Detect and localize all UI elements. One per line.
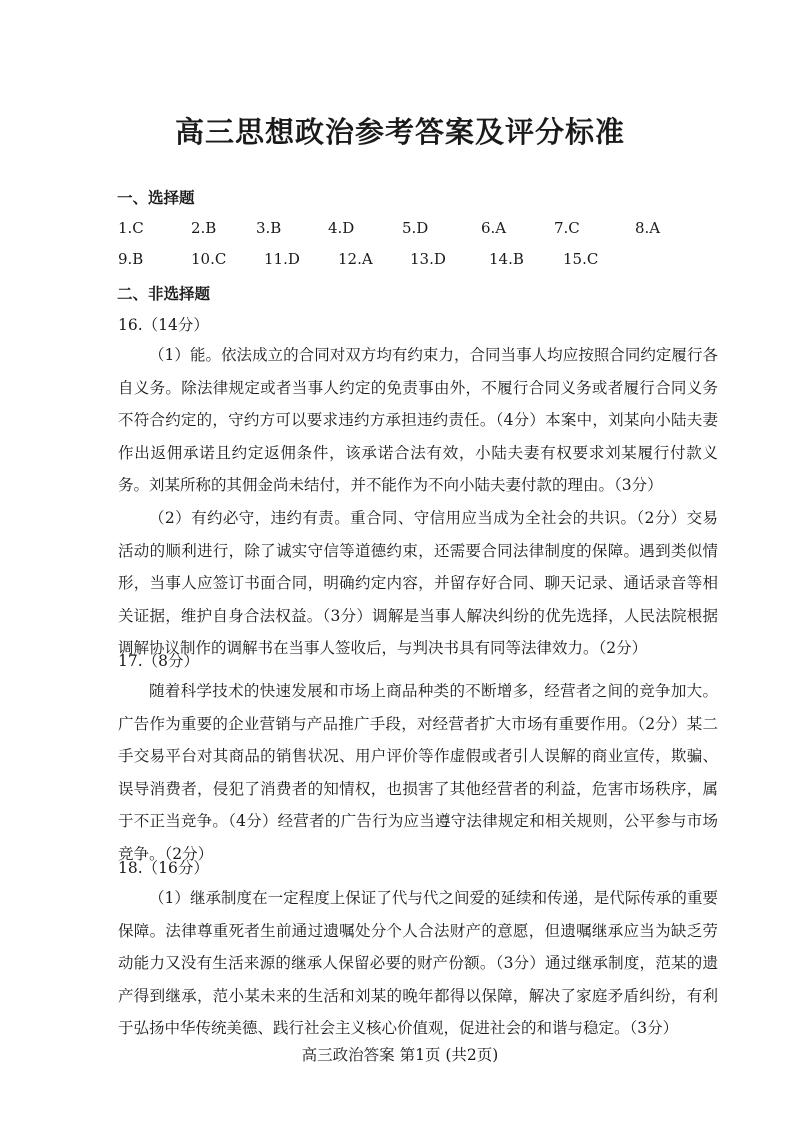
answer-item: 5.D — [402, 219, 429, 237]
question-17-answer: 随着科学技术的快速发展和市场上商品种类的不断增多，经营者之间的竞争加大。广告作为重要的企业营销与产品推广手段，对经营者扩大市场有重要作用。（2分）某二手交易平台对其商品的销售状况、用户评价等作虚假或者引人误解的商业宣传，欺骗、误导消费者，侵犯了消费者的知情权，也损害了其他经营者的利益，危害市场秩序，属于不正当竞争。（4分）经营者的广告行为应当遵守法律规定和相关规则，公平参与市场竞争。（2分） — [118, 682, 718, 863]
answer-item: 11.D — [264, 250, 300, 268]
section-heading-multiple-choice: 一、选择题 — [117, 188, 195, 207]
question-16-label: 16.（14分） — [118, 316, 209, 334]
question-18-label: 18.（16分） — [118, 859, 209, 877]
question-16-part-1: （1）能。依法成立的合同对双方均有约束力，合同当事人均应按照合同约定履行各自义务。除法律规定或者当事人约定的免责事由外，不履行合同义务或者履行合同义务不符合约定的，守约方可以要求违约方承担违约责任。（4分）本案中，刘某向小陆夫妻作出返佣承诺且约定返佣条件，该承诺合法有效，小陆夫妻有权要求刘某履行付款义务。刘某所称的其佣金尚未结付，并不能作为不向小陆夫妻付款的理由。（3分） — [118, 346, 718, 495]
section-heading-non-choice: 二、非选择题 — [117, 284, 211, 303]
answer-item: 8.A — [635, 219, 661, 237]
answer-item: 12.A — [338, 250, 373, 268]
answer-item: 3.B — [256, 219, 282, 237]
answer-item: 15.C — [563, 250, 599, 268]
answer-item: 10.C — [191, 250, 227, 268]
answer-item: 1.C — [118, 219, 144, 237]
question-16-part-2: （2）有约必守，违约有责。重合同、守信用应当成为全社会的共识。（2分）交易活动的顺利进行，除了诚实守信等道德约束，还需要合同法律制度的保障。遇到类似情形，当事人应签订书面合同，明确约定内容，并留存好合同、聊天记录、通话录音等相关证据，维护自身合法权益。（3分）调解是当事人解决纠纷的优先选择，人民法院根据调解协议制作的调解书在当事人签收后，与判决书具有同等法律效力。（2分） — [118, 509, 718, 658]
answer-item: 9.B — [118, 250, 144, 268]
question-17-label: 17.（8分） — [118, 652, 200, 670]
answer-item: 13.D — [410, 250, 446, 268]
answer-item: 6.A — [481, 219, 507, 237]
page-footer: 高三政治答案 第1页 (共2页) — [301, 1046, 499, 1064]
answer-item: 14.B — [489, 250, 524, 268]
answer-item: 2.B — [191, 219, 217, 237]
page-title: 高三思想政治参考答案及评分标准 — [174, 115, 625, 149]
answer-item: 4.D — [328, 219, 355, 237]
question-18-part-1: （1）继承制度在一定程度上保证了代与代之间爱的延续和传递，是代际传承的重要保障。法律尊重死者生前通过遗嘱处分个人合法财产的意愿，但遗嘱继承应当为缺乏劳动能力又没有生活来源的继承人保留必要的财产份额。（3分）通过继承制度，范某的遗产得到继承，范小某未来的生活和刘某的晚年都得以保障，解决了家庭矛盾纠纷，有利于弘扬中华传统美德、践行社会主义核心价值观，促进社会的和谐与稳定。（3分） — [118, 889, 718, 1038]
answer-item: 7.C — [554, 219, 580, 237]
